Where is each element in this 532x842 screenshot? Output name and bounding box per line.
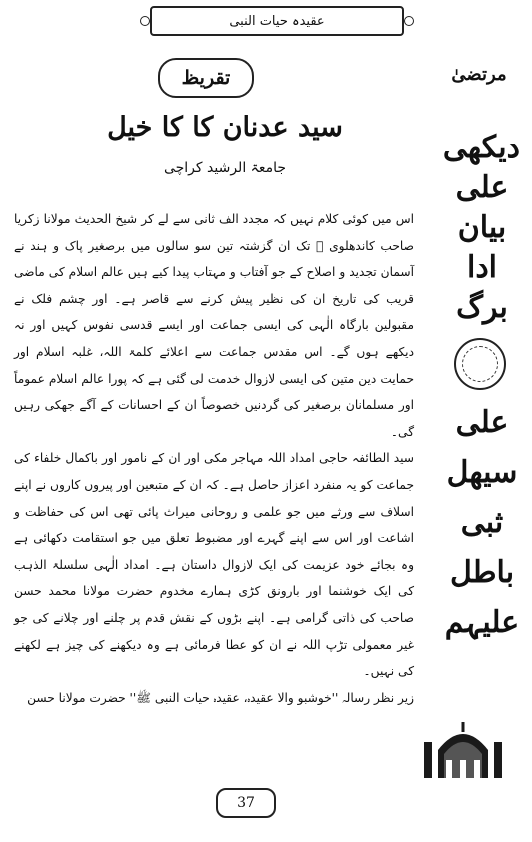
page-number-text: 37 bbox=[237, 795, 255, 811]
body-text bbox=[14, 206, 414, 711]
margin-calligraphy bbox=[440, 60, 526, 780]
margin-line: سیھل bbox=[446, 455, 518, 490]
margin-line: بیان bbox=[457, 210, 507, 245]
running-header-title: عقیدہ حیات النبی bbox=[229, 13, 325, 29]
margin-line: دیکھی bbox=[442, 130, 520, 165]
paragraph-2: سید الطائفہ حاجی امداد اللہ مہاجر مکی اور ان کے نامور اور باکمال خلفاء کی جماعت کو یہ منفرد اعزاز حاصل ہے۔ کہ ان کے متبعین اور پیروں کاروں نے اپنے اسلاف سے ورثے میں جو علمی و روحانی میراث پائی تھی اس کی حفاظت و اشاعت اور اس سے اپنے گہرے اور مضبوط تعلق میں جو استقامت دکھائی ہے وہ بجائے خود عزیمت کی ایک لازوال داستان ہے۔ امداد الٰہی سلسلۃ الذہب کی ایک خوشنما اور بارونق کڑی ہمارے مخدوم حضرت مولانا محمد حسن صاحب کی ذاتی گرامی ہے۔ اپنے بڑوں کے نقش قدم پر چلنے اور چلانے کی جو غیر معمولی تڑپ اللہ نے ان کو عطا فرمائی ہے وہ دیکھنے کی چیز ہے لکھنے کی نہیں۔ bbox=[14, 451, 414, 679]
page-number bbox=[216, 788, 276, 818]
margin-line: ثبی bbox=[460, 505, 504, 540]
seal-icon bbox=[454, 338, 506, 390]
author-institution: جامعۃ الرشید کراچی bbox=[163, 160, 287, 176]
margin-line: باطل bbox=[449, 555, 515, 590]
margin-line: علی bbox=[455, 170, 509, 205]
running-header bbox=[150, 6, 404, 36]
mosque-dome-icon bbox=[418, 720, 508, 780]
section-heading-badge bbox=[158, 58, 254, 98]
margin-top-phrase: مرتضیٰ bbox=[451, 64, 507, 85]
margin-line: برگ bbox=[456, 290, 508, 325]
paragraph-3: زیر نظر رسالہ ''خوشبو والا عقیدہ، عقیدہ حیات النبی ﷺ'' حضرت مولانا حسن bbox=[27, 690, 414, 705]
margin-line: ادا bbox=[466, 250, 498, 285]
section-heading: تقریظ bbox=[181, 67, 231, 89]
margin-line: علیہم bbox=[444, 605, 520, 640]
paragraph-1: اس میں کوئی کلام نہیں کہ مجدد الف ثانی سے لے کر شیخ الحدیث مولانا زکریا صاحب کاندھلوی ﷫ تک ان گزشتہ تین سو سالوں میں برصغیر پاک و ہند نے آسمان تجدید و اصلاح کے جو آفتاب و مہتاب پیدا کیے ہیں عالم اسلام کی ماضی قریب کی تاریخ ان کی نظیر پیش کرنے سے قاصر ہے۔ اور چشم فلک نے مقبولین بارگاہ الٰہی کی ایسی جماعت اور ایسے قدسی نفوس کہیں اور نہ دیکھے ہوں گے۔ اس مقدس جماعت سے اعلائے کلمۃ اللہ، غلبہ اسلام اور حمایت دین متین کی ایسی لازوال خدمت لی گئی ہے کہ پورا عالم اسلام عموماً اور مسلمانان برصغیر کی گردنیں خصوصاً ان کے احسانات کے آگے جھکی رہیں گی۔ bbox=[14, 212, 414, 439]
margin-line: علی bbox=[455, 405, 509, 440]
author-name: سید عدنان کا کا خیل bbox=[107, 112, 343, 143]
